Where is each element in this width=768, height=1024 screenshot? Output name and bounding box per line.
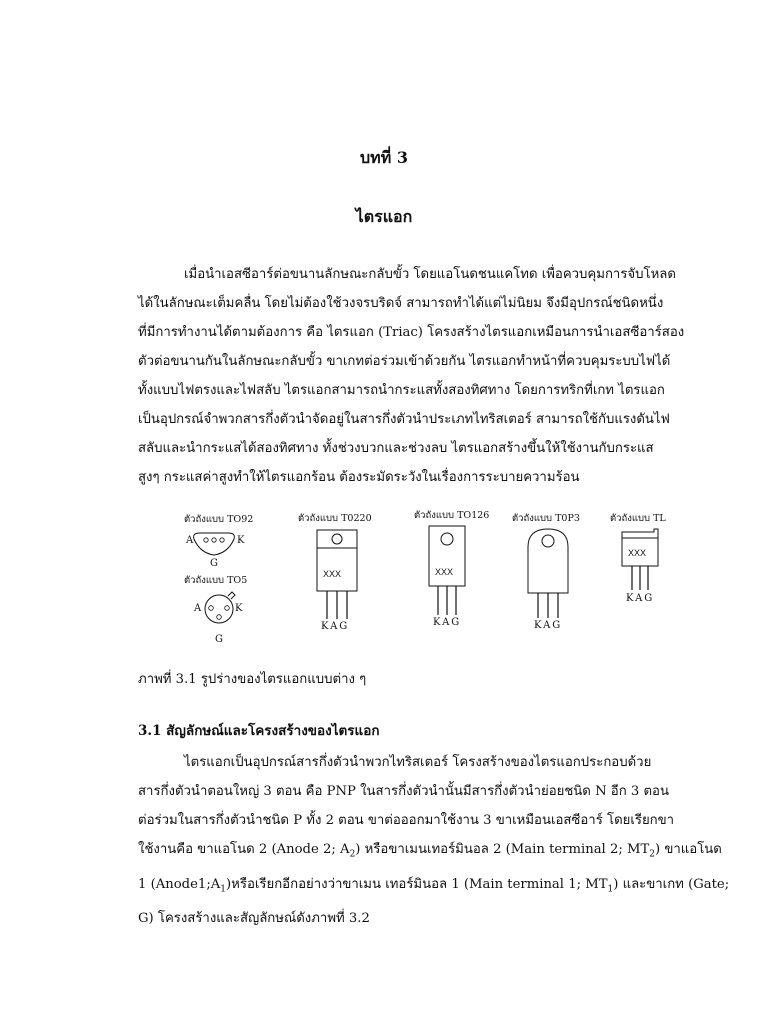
part-marking: XXX (435, 567, 454, 577)
subscript: 1 (220, 884, 227, 895)
intro-paragraph (138, 260, 685, 492)
paragraph-line: สูงๆ กระแสค่าสูงทำให้ไตรแอกร้อน ต้องระมัดระวังในเรื่องการระบายความร้อน (138, 470, 580, 485)
pin-label-g: G (215, 634, 223, 645)
pin-hole (204, 538, 208, 542)
package-to05 (184, 575, 247, 645)
mounting-hole (542, 535, 554, 547)
pin-label-kag: KAG (433, 617, 462, 628)
figure-caption: ภาพที่ 3.1 รูปร่างของไตรแอกแบบต่าง ๆ (138, 672, 367, 687)
pin-hole (212, 538, 216, 542)
pin-label-kag: KAG (626, 593, 655, 604)
paragraph-line: เป็นอุปกรณ์จำพวกสารกึ่งตัวนำจัดอยู่ในสารกึ่งตัวนำประเภทไทริสเตอร์ สามารถใช้กับแรงดันไฟ (138, 412, 670, 427)
pin-hole (225, 606, 230, 611)
paragraph-line (138, 870, 730, 905)
pin-label-a: A (194, 603, 202, 614)
chapter-heading: บทที่ 3 (360, 148, 408, 167)
paragraph-line (138, 835, 722, 870)
text-run: ) และขาเกท (Gate; (613, 876, 730, 892)
package-to92 (184, 514, 253, 569)
paragraph-line: เมื่อนำเอสซีอาร์ต่อขนานลักษณะกลับขั้ว โดยแอโนดชนแคโทด เพื่อควบคุมการจับโหลด (184, 267, 676, 282)
paragraph-line: ต่อร่วมในสารกึ่งตัวนำชนิด P ทั้ง 2 ตอน ขาต่อออกมาใช้งาน 3 ขาเหมือนเอสซีอาร์ โดยเรียกขา (138, 813, 675, 828)
top3-body (528, 529, 568, 593)
mounting-hole (441, 533, 453, 545)
pin-label-k: K (237, 535, 245, 546)
part-marking: XXX (628, 548, 647, 558)
text-run: )หรือเรียกอีกอย่างว่าขาเมน เทอร์มินอล 1 (Main terminal 1; MT (226, 876, 608, 892)
paragraph-line: G) โครงสร้างและสัญลักษณ์ดังภาพที่ 3.2 (138, 911, 370, 927)
pin-label-kag: KAG (321, 621, 350, 632)
to92-body (194, 533, 235, 555)
to126-body (429, 526, 465, 586)
pin-label-a: A (186, 535, 194, 546)
paragraph-line: ตัวต่อขนานกันในลักษณะกลับขั้ว ขาเกทต่อร่วมเข้าด้วยกัน ไตรแอกทำหน้าที่ควบคุมระบบไฟได้ (138, 354, 671, 369)
package-top3 (512, 513, 580, 631)
paragraph-line: ไตรแอกเป็นอุปกรณ์สารกึ่งตัวนำพวกไทริสเตอร์ โครงสร้างของไตรแอกประกอบด้วย (184, 755, 652, 770)
section-paragraph (138, 748, 730, 933)
paragraph-line: ได้ในลักษณะเต็มคลื่น โดยไม่ต้องใช้วงจรบริดจ์ สามารถทำได้แต่ไม่นิยม จึงมีอุปกรณ์ชนิดหนึ่ง (138, 296, 664, 311)
subscript: 2 (649, 849, 656, 860)
text-run: ) ขาแอโนด (655, 842, 722, 857)
pin-label-kag: KAG (534, 620, 563, 631)
package-label-to92: ตัวถังแบบ TO92 (184, 514, 254, 525)
pin-label-k: K (235, 603, 243, 614)
pin-label-g: G (210, 558, 218, 569)
package-to126 (414, 510, 489, 628)
text-run: 1 (Anode1;A (138, 876, 221, 892)
package-label-to126: ตัวถังแบบ TO126 (414, 510, 490, 521)
subscript: 1 (607, 884, 614, 895)
pin-hole (220, 538, 224, 542)
package-label-tl: ตัวถังแบบ TL (610, 513, 666, 524)
paragraph-line: ที่มีการทำงานได้ตามต้องการ คือ ไตรแอก (Triac) โครงสร้างไตรแอกเหมือนการนำเอสซีอาร์สอง (138, 325, 685, 340)
pin-hole (217, 615, 222, 620)
package-to220 (298, 513, 372, 632)
section-heading: 3.1 สัญลักษณ์และโครงสร้างของไตรแอก (138, 723, 380, 739)
package-label-top3: ตัวถังแบบ T0P3 (512, 513, 580, 524)
package-label-to220: ตัวถังแบบ T0220 (298, 513, 372, 524)
subscript: 2 (349, 849, 356, 860)
to05-tab (228, 592, 235, 599)
pin-hole (209, 606, 214, 611)
page-title: ไตรแอก (355, 207, 413, 226)
to220-tab (317, 530, 357, 548)
paragraph-line: สลับและนำกระแสได้สองทิศทาง ทั้งช่วงบวกและช่วงลบ ไตรแอกสร้างขึ้นให้ใช้งานกับกระแส (138, 441, 654, 456)
paragraph-line: สารกึ่งตัวนำตอนใหญ่ 3 ตอน คือ PNP ในสารกึ่งตัวนำนั้นมีสารกึ่งตัวนำย่อยชนิด N อีก 3 ตอน (138, 784, 669, 799)
text-run: ) หรือขาเมนเทอร์มินอล 2 (Main terminal 2; MT (355, 842, 650, 857)
paragraph-line: ทั้งแบบไฟตรงและไฟสลับ ไตรแอกสามารถนำกระแสทั้งสองทิศทาง โดยการทริกที่เกท ไตรแอก (138, 383, 665, 398)
text-run: ใช้งานคือ ขาแอโนด 2 (Anode 2; A (138, 842, 350, 857)
triac-packages-figure (170, 505, 690, 655)
part-marking: XXX (323, 569, 342, 579)
mounting-hole (332, 534, 342, 544)
package-label-to05: ตัวถังแบบ TO5 (184, 575, 248, 586)
package-tl (610, 513, 666, 604)
